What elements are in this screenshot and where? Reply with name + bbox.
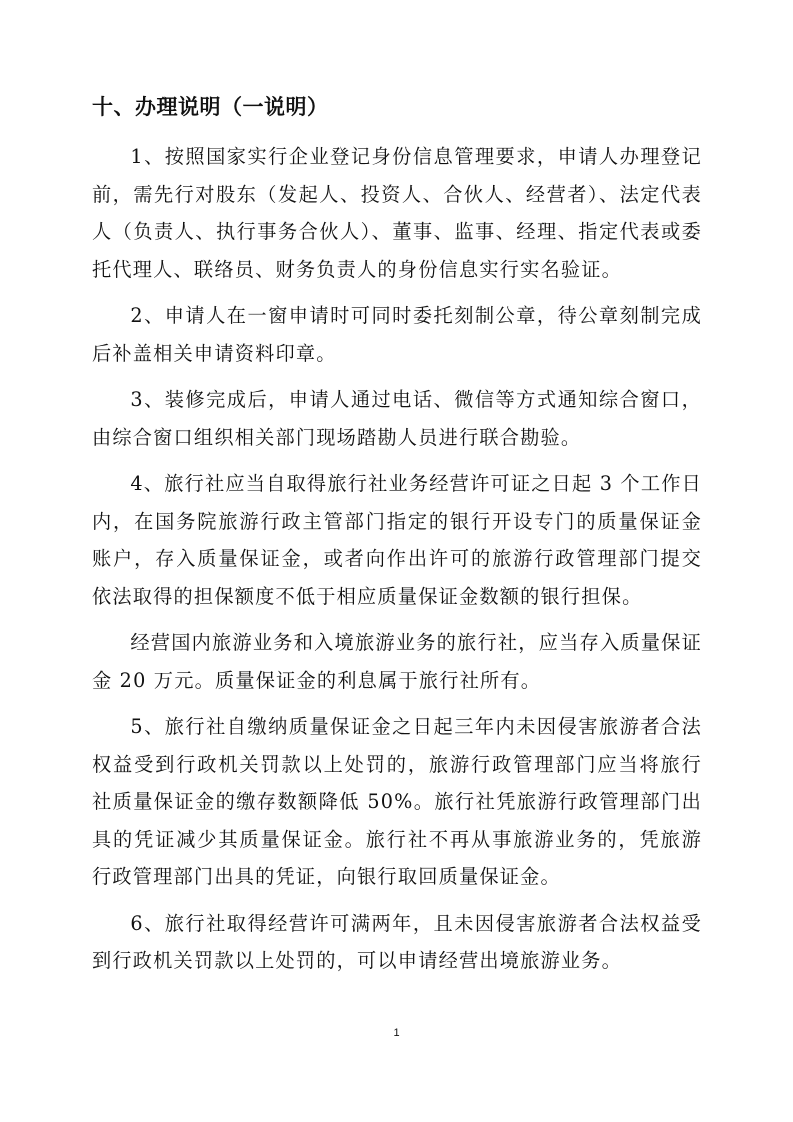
paragraph-5: 5、旅行社自缴纳质量保证金之日起三年内未因侵害旅游者合法权益受到行政机关罚款以上处罚的，旅游行政管理部门应当将旅行社质量保证金的缴存数额降低 50%。旅行社凭旅游行政管理部门出具的凭证减少其质量保证金。旅行社不再从事旅游业务的，凭旅游行政管理部门出具的凭证，向银行取回质量保证金。 — [92, 715, 702, 888]
paragraph-4: 4、旅行社应当自取得旅行社业务经营许可证之日起 3 个工作日内，在国务院旅游行政主管部门指定的银行开设专门的质量保证金账户，存入质量保证金，或者向作出许可的旅游行政管理部门提交依法取得的担保额度不低于相应质量保证金数额的银行担保。 — [92, 472, 702, 608]
paragraph-1: 1、按照国家实行企业登记身份信息管理要求，申请人办理登记前，需先行对股东（发起人、投资人、合伙人、经营者）、法定代表人（负责人、执行事务合伙人）、董事、监事、经理、指定代表或委托代理人、联络员、财务负责人的身份信息实行实名验证。 — [92, 145, 702, 281]
paragraph-4-note: 经营国内旅游业务和入境旅游业务的旅行社，应当存入质量保证金 20 万元。质量保证金的利息属于旅行社所有。 — [92, 631, 702, 692]
section-heading: 十、办理说明（一说明） — [92, 95, 329, 119]
paragraph-2: 2、申请人在一窗申请时可同时委托刻制公章，待公章刻制完成后补盖相关申请资料印章。 — [92, 304, 702, 365]
paragraph-3: 3、装修完成后，申请人通过电话、微信等方式通知综合窗口，由综合窗口组织相关部门现场踏勘人员进行联合勘验。 — [92, 388, 702, 449]
body-text — [92, 138, 702, 989]
page-number: 1 — [393, 1027, 400, 1039]
paragraph-6: 6、旅行社取得经营许可满两年，且未因侵害旅游者合法权益受到行政机关罚款以上处罚的，可以申请经营出境旅游业务。 — [92, 911, 702, 972]
